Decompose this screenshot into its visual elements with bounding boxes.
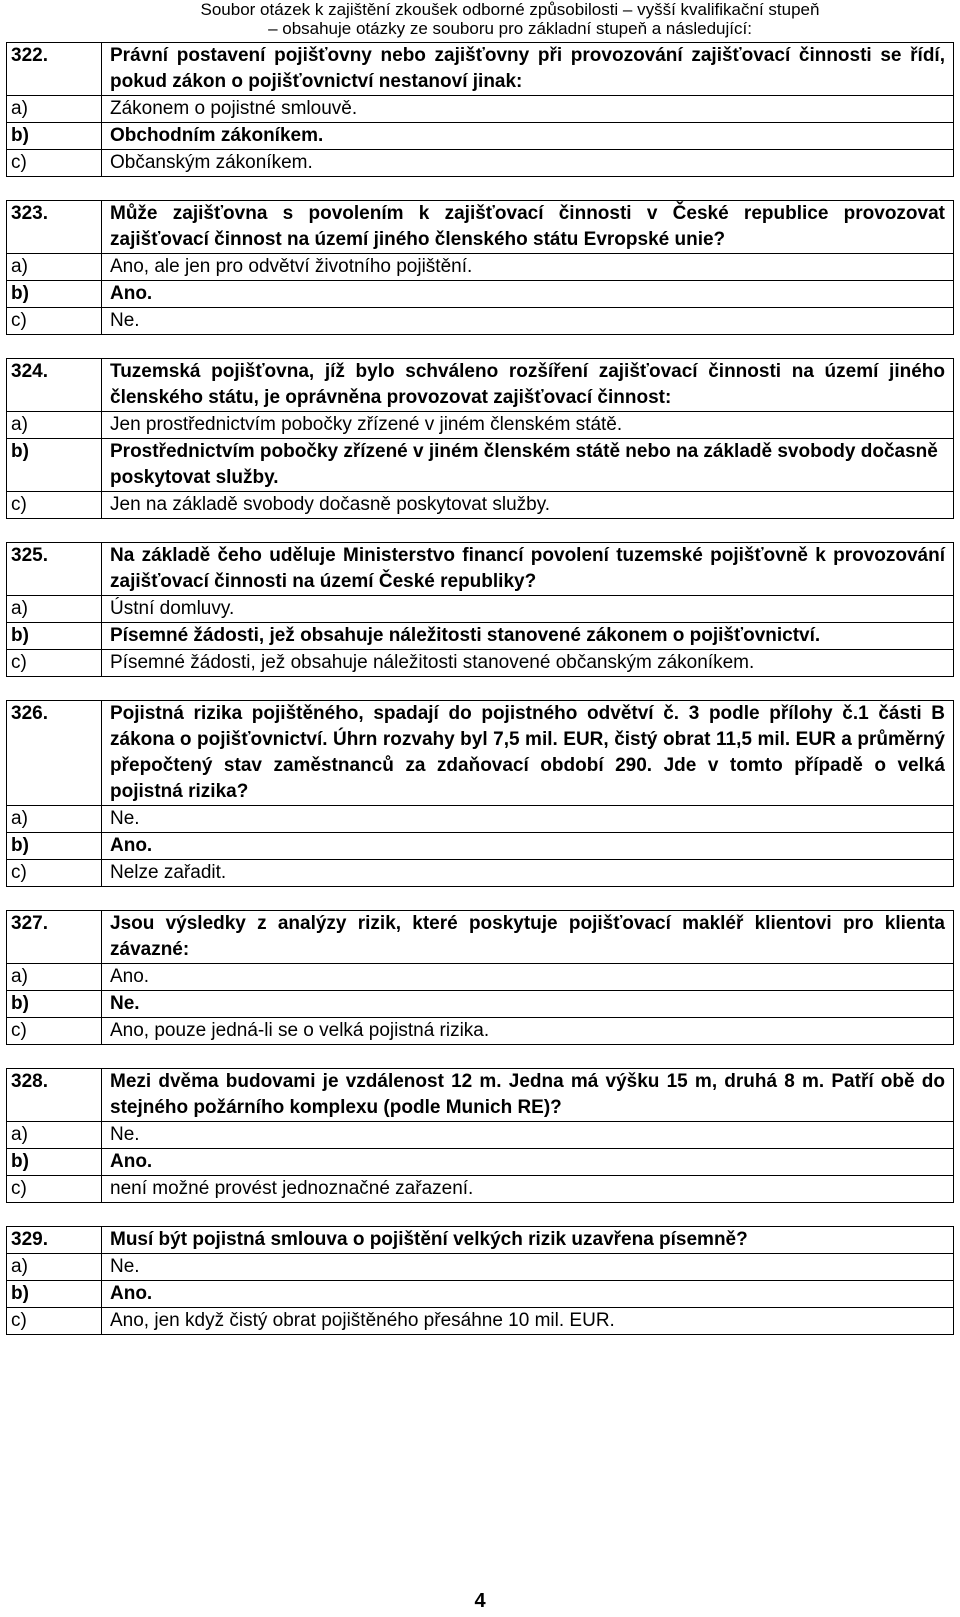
question-text: Právní postavení pojišťovny nebo zajišťovny při provozování zajišťovací činnosti se řídí, pokud zákon o pojišťovnictví nestanoví jinak: — [102, 43, 954, 96]
answer-row — [7, 1176, 954, 1203]
answer-label: a) — [7, 254, 102, 281]
answer-text: Ano. — [102, 1281, 954, 1308]
answer-label: b) — [7, 439, 102, 492]
answer-label: b) — [7, 991, 102, 1018]
question-row — [7, 359, 954, 412]
answer-row — [7, 1149, 954, 1176]
answer-label: b) — [7, 623, 102, 650]
header-line-2: – obsahuje otázky ze souboru pro základní stupeň a následující: — [268, 19, 752, 38]
answer-text: Jen prostřednictvím pobočky zřízené v jiném členském státě. — [102, 412, 954, 439]
question-row — [7, 43, 954, 96]
question-row — [7, 1069, 954, 1122]
answer-row — [7, 96, 954, 123]
question-row — [7, 911, 954, 964]
answer-row — [7, 1308, 954, 1335]
answer-row — [7, 1122, 954, 1149]
answer-text: Ano, ale jen pro odvětví životního pojištění. — [102, 254, 954, 281]
question-row — [7, 201, 954, 254]
question-row — [7, 543, 954, 596]
answer-text: Ano. — [102, 1149, 954, 1176]
answer-text: Ne. — [102, 991, 954, 1018]
answer-label: c) — [7, 150, 102, 177]
header-line-1: Soubor otázek k zajištění zkoušek odborné způsobilosti – vyšší kvalifikační stupeň — [200, 0, 820, 19]
answer-text: Prostřednictvím pobočky zřízené v jiném členském státě nebo na základě svobody dočasně poskytovat služby. — [102, 439, 954, 492]
answer-label: a) — [7, 806, 102, 833]
answer-text: Ústní domluvy. — [102, 596, 954, 623]
question-block — [6, 200, 954, 335]
answer-row — [7, 806, 954, 833]
question-text: Mezi dvěma budovami je vzdálenost 12 m. Jedna má výšku 15 m, druhá 8 m. Patří obě do stejného požárního komplexu (podle Munich RE)? — [102, 1069, 954, 1122]
question-block — [6, 1226, 954, 1335]
answer-label: a) — [7, 964, 102, 991]
question-block — [6, 1068, 954, 1203]
answer-text: Občanským zákoníkem. — [102, 150, 954, 177]
answer-label: c) — [7, 860, 102, 887]
question-block — [6, 542, 954, 677]
answer-text: Ano, jen když čistý obrat pojištěného přesáhne 10 mil. EUR. — [102, 1308, 954, 1335]
answer-row — [7, 412, 954, 439]
question-number: 329. — [7, 1227, 102, 1254]
question-number: 325. — [7, 543, 102, 596]
answer-text: Ano. — [102, 964, 954, 991]
question-text: Pojistná rizika pojištěného, spadají do pojistného odvětví č. 3 podle přílohy č.1 části B zákona o pojišťovnictví. Úhrn rozvahy byl 7,5 mil. EUR, čistý obrat 11,5 mil. EUR a průměrný přepočtený stav zaměstnanců za zdaňovací období 290. Jde v tomto případě o velká pojistná rizika? — [102, 701, 954, 806]
answer-text: Ano, pouze jedná-li se o velká pojistná rizika. — [102, 1018, 954, 1045]
answer-text: Obchodním zákoníkem. — [102, 123, 954, 150]
question-number: 328. — [7, 1069, 102, 1122]
answer-text: není možné provést jednoznačné zařazení. — [102, 1176, 954, 1203]
answer-label: a) — [7, 596, 102, 623]
answer-text: Zákonem o pojistné smlouvě. — [102, 96, 954, 123]
answer-row — [7, 439, 954, 492]
answer-text: Písemné žádosti, jež obsahuje náležitosti stanovené občanským zákoníkem. — [102, 650, 954, 677]
answer-text: Ne. — [102, 1122, 954, 1149]
answer-label: c) — [7, 308, 102, 335]
answer-row — [7, 1018, 954, 1045]
question-number: 324. — [7, 359, 102, 412]
question-text: Může zajišťovna s povolením k zajišťovací činnosti v České republice provozovat zajišťovací činnost na území jiného členského státu Evropské unie? — [102, 201, 954, 254]
answer-row — [7, 1254, 954, 1281]
answer-row — [7, 623, 954, 650]
answer-label: a) — [7, 1122, 102, 1149]
answer-label: b) — [7, 123, 102, 150]
question-text: Tuzemská pojišťovna, jíž bylo schváleno rozšíření zajišťovací činnosti na území jiného členského státu, je oprávněna provozovat zajišťovací činnost: — [102, 359, 954, 412]
answer-label: a) — [7, 96, 102, 123]
question-number: 326. — [7, 701, 102, 806]
question-block — [6, 910, 954, 1045]
answer-row — [7, 254, 954, 281]
answer-label: c) — [7, 1308, 102, 1335]
answer-label: b) — [7, 833, 102, 860]
answer-text: Ne. — [102, 1254, 954, 1281]
page-number: 4 — [474, 1590, 486, 1612]
question-row — [7, 701, 954, 806]
answer-text: Ne. — [102, 308, 954, 335]
question-block — [6, 358, 954, 519]
answer-label: b) — [7, 1281, 102, 1308]
page-header — [0, 0, 960, 38]
question-list — [6, 42, 954, 1358]
question-number: 322. — [7, 43, 102, 96]
answer-row — [7, 964, 954, 991]
answer-label: a) — [7, 1254, 102, 1281]
answer-row — [7, 281, 954, 308]
answer-row — [7, 150, 954, 177]
answer-text: Písemné žádosti, jež obsahuje náležitosti stanovené zákonem o pojišťovnictví. — [102, 623, 954, 650]
question-number: 327. — [7, 911, 102, 964]
answer-label: c) — [7, 1176, 102, 1203]
question-block — [6, 42, 954, 177]
question-text: Jsou výsledky z analýzy rizik, které poskytuje pojišťovací makléř klientovi pro klienta závazné: — [102, 911, 954, 964]
question-block — [6, 700, 954, 887]
answer-text: Ano. — [102, 281, 954, 308]
answer-row — [7, 650, 954, 677]
answer-text: Ano. — [102, 833, 954, 860]
answer-row — [7, 492, 954, 519]
answer-row — [7, 833, 954, 860]
question-text: Na základě čeho uděluje Ministerstvo financí povolení tuzemské pojišťovně k provozování zajišťovací činnosti na území České republiky? — [102, 543, 954, 596]
answer-label: c) — [7, 650, 102, 677]
answer-text: Ne. — [102, 806, 954, 833]
answer-row — [7, 1281, 954, 1308]
answer-row — [7, 596, 954, 623]
answer-label: a) — [7, 412, 102, 439]
question-row — [7, 1227, 954, 1254]
answer-row — [7, 123, 954, 150]
answer-label: b) — [7, 1149, 102, 1176]
answer-row — [7, 991, 954, 1018]
question-text: Musí být pojistná smlouva o pojištění velkých rizik uzavřena písemně? — [102, 1227, 954, 1254]
answer-label: c) — [7, 492, 102, 519]
answer-label: b) — [7, 281, 102, 308]
question-number: 323. — [7, 201, 102, 254]
answer-label: c) — [7, 1018, 102, 1045]
answer-text: Jen na základě svobody dočasně poskytovat služby. — [102, 492, 954, 519]
answer-row — [7, 308, 954, 335]
answer-text: Nelze zařadit. — [102, 860, 954, 887]
answer-row — [7, 860, 954, 887]
